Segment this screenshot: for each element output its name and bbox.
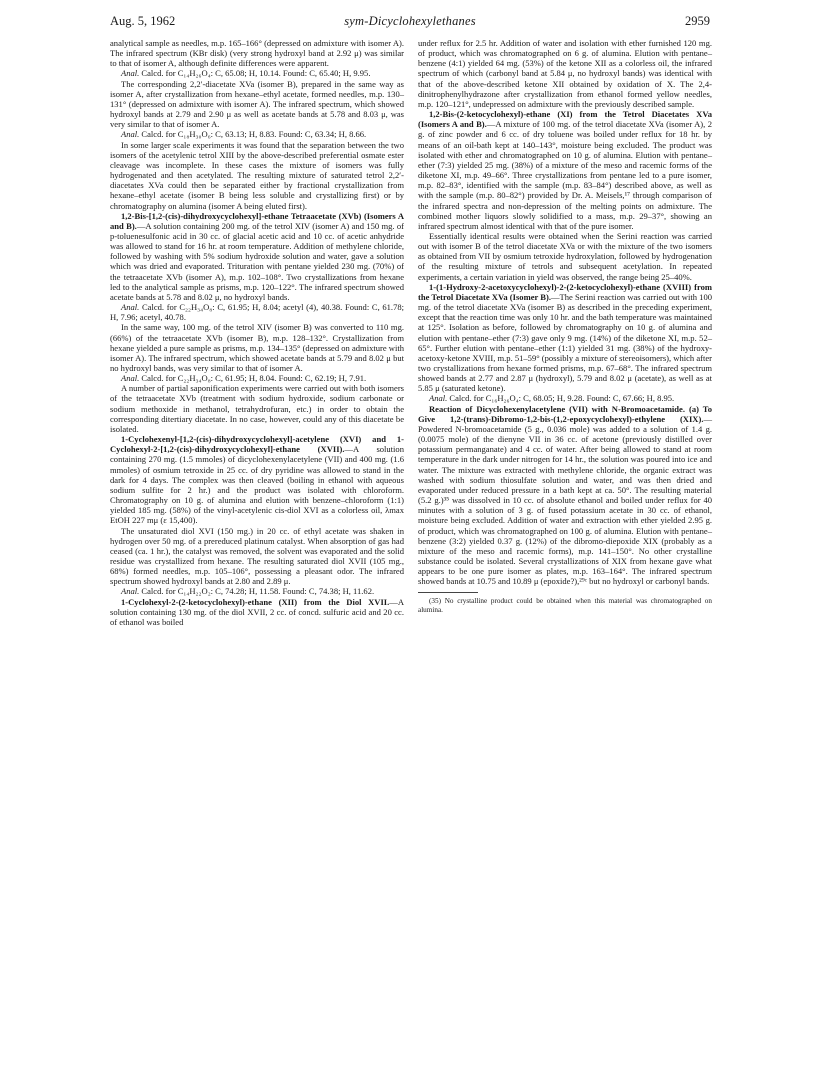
footnote-rule: [418, 592, 478, 593]
analysis-values: Calcd. for C₁₄H₂₂O₂: C, 74.28; H, 11.58. Found: C, 74.38; H, 11.62.: [139, 586, 375, 597]
section-heading: 1-Cyclohexenyl-[1,2-(cis)-dihydroxycyclohexyl]-acetylene (XVI) and 1-Cyclohexyl-2-[1,2-(cis)-dihydroxycyclohexyl]-ethane (XVII).: [110, 434, 404, 455]
experimental-section: [418, 282, 712, 394]
body-paragraph: analytical sample as needles, m.p. 165–166° (depressed on admixture with isomer A). The infrared spectrum (KBr disk) (very strong hydroxyl band at 2.92 μ) was similar to that of isomer A, although definite differences were apparent.: [110, 38, 404, 69]
section-text: —A solution containing 270 mg. (1.5 mmoles) of dicyclohexenylacetylene (VII) and 400 mg. (1.6 mmoles) of osmium tetroxide in 25 cc. of dry pyridine was allowed to stand in the dark for 4 days. The complex was then cleaved (boiling in ethanol with aqueous sodium sulfite for 2 hr.) and the product was isolated with chloroform. Chromatography on 10 g. of alumina and elution with benzene–chloroform (1:1) yielded 185 mg. (58%) of the vinyl-acetylenic cis-diol XVI as a colorless oil, λmax EtOH 227 mμ (ε 15,400).: [110, 444, 404, 526]
section-text: —A solution containing 130 mg. of the diol XVII, 2 cc. of concd. sulfuric acid and 20 cc. of ethanol was boiled: [110, 596, 404, 627]
body-paragraph: In some larger scale experiments it was found that the separation between the two isomers of the acetylenic tetrol XIII by the above-described preferential osmate ester cleavage was incomplete. In these cases the mixture of isomers was fully hydrogenated and then acetylated. The resulting mixture of saturated tetrol 2,2′-diacetates XVa could then be separated either by fractional crystallization from hexane–ethyl acetate (isomer B being less soluble and crystallizing first) or by chromatography on alumina (isomer A being eluted first).: [110, 139, 404, 211]
section-text: —Powdered N-bromoacetamide (5 g., 0.036 mole) was added to a solution of 1.4 g. (0.0075 mole) of the dienyne VII in 36 cc. of acetone (previously distilled over potassium permanganate) and 4 cc. of water. After being allowed to stand at room temperature in the dark under nitrogen for 14 hr., the solution was poured into ice and water. The mixture was extracted with methylene chloride, the organic extract was washed with sodium thiosulfate solution and water, and was then dried and evaporated under reduced pressure in a bath kept at ca. 50°. The resulting material (5.2 g.)³⁵ was dissolved in 10 cc. of absolute ethanol and boiled under reflux for 40 minutes with a solution of 3 g. of fused potassium acetate in 30 cc. of ethanol, moisture being excluded. Addition of water and extraction with ether yielded 2.95 g. of product, which was chromatographed on 100 g. of alumina. Elution with pentane–benzene (3:2) yielded 0.37 g. (12%) of the dibromo-diepoxide XIX (probably as a mixture of the meso and racemic forms), m.p. 141–150°. No other crystalline substance could be isolated. Several crystallizations of XIX from hexane gave what appears to be one pure isomer as plates, m.p. 163–164°. The infrared spectrum showed bands at 10.75 and 10.89 μ (epoxide?),²⁹ᶜ but no hydroxyl or carbonyl bands.: [418, 413, 712, 587]
analysis-label: Anal.: [121, 586, 140, 597]
section-heading: 1,2-Bis-(2-ketocyclohexyl)-ethane (XI) from the Tetrol Diacetates XVa (Isomers A and B).: [418, 109, 712, 130]
analysis-values: Calcd. for C₂₂H₃₄O₈: C, 61.95; H, 8.04; acetyl (4), 40.38. Found: C, 61.78; H, 7.96; acetyl, 40.78.: [110, 302, 404, 323]
section-heading: Reaction of Dicyclohexenylacetylene (VII) with N-Bromoacetamide. (a) To Give 1,2-(trans)-Dibromo-1,2-bis-(1,2-epoxycyclohexyl)-ethylene (XIX).: [418, 403, 712, 424]
analysis-values: Calcd. for C₂₂H₃₄O₈: C, 61.95; H, 8.04. Found: C, 62.19; H, 7.91.: [139, 373, 367, 384]
body-paragraph: under reflux for 2.5 hr. Addition of water and isolation with ether furnished 120 mg. of product, which was chromatographed on 6 g. of alumina. Elution with pentane–benzene (4:1) yielded 64 mg. (53%) of the ketone XII as a colorless oil, the infrared spectrum of which (carbonyl band at 5.84 μ, no hydroxyl bands) was identical with that of the above-described ketone XII obtained by oxidation of X. The 2,4-dinitrophenylhydrazone after crystallization from ethanol formed yellow needles, m.p. 120–121°, undepressed on admixture with the previously described sample.: [418, 38, 712, 109]
analysis-paragraph: [110, 373, 404, 383]
section-text: —A solution containing 200 mg. of the tetrol XIV (isomer A) and 150 mg. of p-toluenesulfonic acid in 30 cc. of glacial acetic acid and 10 cc. of acetic anhydride was allowed to stand for 16 hr. at room temperature. Addition of methylene chloride, followed by washing with 5% sodium hydroxide solution and water, gave a solution which was dried and evaporated. Trituration with pentane yielded 230 mg. (70%) of the tetraacetate XVb (isomer A), m.p. 102–108°. Two crystallizations from hexane led to the analytical sample as prisms, m.p. 120–122°. The infrared spectrum showed acetate bands at 5.78 and 8.02 μ, no hydroxyl bands.: [110, 220, 404, 302]
experimental-section: [110, 211, 404, 302]
analysis-label: Anal.: [121, 302, 140, 313]
analysis-label: Anal.: [429, 393, 448, 404]
body-paragraph: The corresponding 2,2′-diacetate XVa (isomer B), prepared in the same way as isomer A, after crystallization from hexane–ethyl acetate, formed needles, m.p. 130–131° (depressed on admixture with isomer A). The infrared spectrum, which showed hydroxyl bands at 2.79 and 2.90 μ as well as acetate bands at 5.78 and 8.03 μ, was very similar to that of isomer A.: [110, 78, 404, 130]
analysis-paragraph: [110, 586, 404, 596]
running-title: sym-Dicyclohexylethanes: [344, 14, 476, 28]
analysis-label: Anal.: [121, 68, 140, 79]
analysis-paragraph: [418, 393, 712, 403]
body-paragraph: A number of partial saponification experiments were carried out with both isomers of the tetraacetate XVb (treatment with sodium hydroxide, sodium carbonate or sodium methoxide in methanol, tetrahydrofuran, etc.) in order to obtain the corresponding ditertiary diacetate. In no case, however, could any of this diacetate be isolated.: [110, 383, 404, 434]
analysis-paragraph: [110, 129, 404, 139]
right-column: [418, 38, 712, 615]
body-paragraph: In the same way, 100 mg. of the tetrol XIV (isomer B) was converted to 110 mg. (66%) of the tetraacetate XVb (isomer B), m.p. 128–132°. Crystallization from hexane yielded a pure sample as prisms, m.p. 134–135° (depressed on admixture with isomer A). The infrared spectrum, which showed acetate bands at 5.79 and 8.02 μ but no hydroxyl bands, was very similar to that of isomer A.: [110, 322, 404, 373]
body-paragraph: The unsaturated diol XVI (150 mg.) in 20 cc. of ethyl acetate was shaken in hydrogen over 50 mg. of a prereduced platinum catalyst. When absorption of gas had ceased (ca. 1 hr.), the catalyst was removed, the solvent was evaporated and the solid residue was crystallized from hexane. The resulting saturated diol XVII (105 mg., 68%) formed needles, m.p. 105–106°, possessing a pleasant odor. The infrared spectrum showed hydroxyl bands at 2.80 and 2.89 μ.: [110, 525, 404, 587]
section-heading: 1-(1-Hydroxy-2-acetoxycyclohexyl)-2-(2-ketocyclohexyl)-ethane (XVIII) from the Tetrol Diacetate XVa (Isomer B).: [418, 281, 712, 302]
experimental-section: [418, 109, 712, 231]
analysis-label: Anal.: [121, 373, 140, 384]
analysis-paragraph: [110, 68, 404, 78]
analysis-values: Calcd. for C₁₄H₂₆O₄: C, 65.08; H, 10.14. Found: C, 65.40; H, 9.95.: [139, 68, 371, 79]
footnote: (35) No crystalline product could be obtained when this material was chromatographed on alumina.: [418, 597, 712, 615]
body-paragraph: Essentially identical results were obtained when the Serini reaction was carried out with isomer B of the tetrol diacetate XVa or with the mixture of the two isomers as obtained from VII by osmium tetroxide hydroxylation, followed by hydrogenation of the resulting mixture of tetrols and subsequent acetylation. In repeated experiments, a certain variation in yield was observed, the range being 25–40%.: [418, 230, 712, 282]
section-heading: 1,2-Bis-[1,2-(cis)-dihydroxycyclohexyl]-ethane Tetraacetate (XVb) (Isomers A and B).: [110, 210, 404, 231]
experimental-section: [110, 597, 404, 627]
page-number: 2959: [685, 14, 710, 28]
analysis-label: Anal.: [121, 129, 140, 140]
page-header: [110, 14, 710, 32]
section-text: —The Serini reaction was carried out with 100 mg. of the tetrol diacetate XVa (isomer B) as described in the preceding experiment, except that the reaction time was only 10 hr. and the bath temperature was maintained at 125°. Isolation as before, followed by chromatography on 10 g. of alumina and elution with pentane–ether (7:3) gave only 9 mg. (14%) of the diketone XI, m.p. 52–65°. Further elution with pentane–ether (1:1) yielded 31 mg. (38%) of the hydroxy-acetoxy-ketone XVIII, m.p. 51–59° (possibly a mixture of stereoisomers), which after two crystallizations from hexane formed prisms, m.p. 67–68°. The infrared spectrum showed bands at 2.77 and 2.87 μ (hydroxyl), 5.79 and 8.02 μ (acetate), as well as at 5.85 μ (saturated ketone).: [418, 291, 712, 394]
experimental-section: [418, 404, 712, 587]
analysis-paragraph: [110, 302, 404, 322]
left-column: [110, 38, 404, 627]
analysis-values: Calcd. for C₁₈H₃₀O₆: C, 63.13; H, 8.83. Found: C, 63.34; H, 8.66.: [139, 129, 367, 140]
section-text: —A mixture of 100 mg. of the tetrol diacetate XVa (isomer A), 2 g. of zinc powder and 6 cc. of dry toluene was boiled under reflux for 18 hr. by means of an oil-bath kept at 140–143°, moisture being excluded. The product was isolated with ether and chromatographed on 10 g. of alumina. Elution with pentane–ether (7:3) yielded 25 mg. (38%) of a mixture of the meso and racemic forms of the diketone XI, m.p. 49–66°. Three crystallizations from pentane led to a pure isomer, m.p. 82–83°, identified with the sample (m.p. 83–84°) described above, as well as with the sample (m.p. 80–82°) provided by Dr. A. Meisels,¹⁷ through comparison of the infrared spectra and non-depression of the melting points on admixture. The combined mother liquors slowly solidified to a mass, m.p. 29–37°, showing an infrared spectrum almost identical with that of the pure isomer.: [418, 119, 712, 231]
header-date: Aug. 5, 1962: [110, 14, 176, 28]
experimental-section: [110, 434, 404, 525]
analysis-values: Calcd. for C₁₆H₂₆O₄: C, 68.05; H, 9.28. Found: C, 67.66; H, 8.95.: [447, 393, 675, 404]
right-column-body: [418, 38, 712, 586]
section-heading: 1-Cyclohexyl-2-(2-ketocyclohexyl)-ethane (XII) from the Diol XVII.: [121, 596, 390, 607]
